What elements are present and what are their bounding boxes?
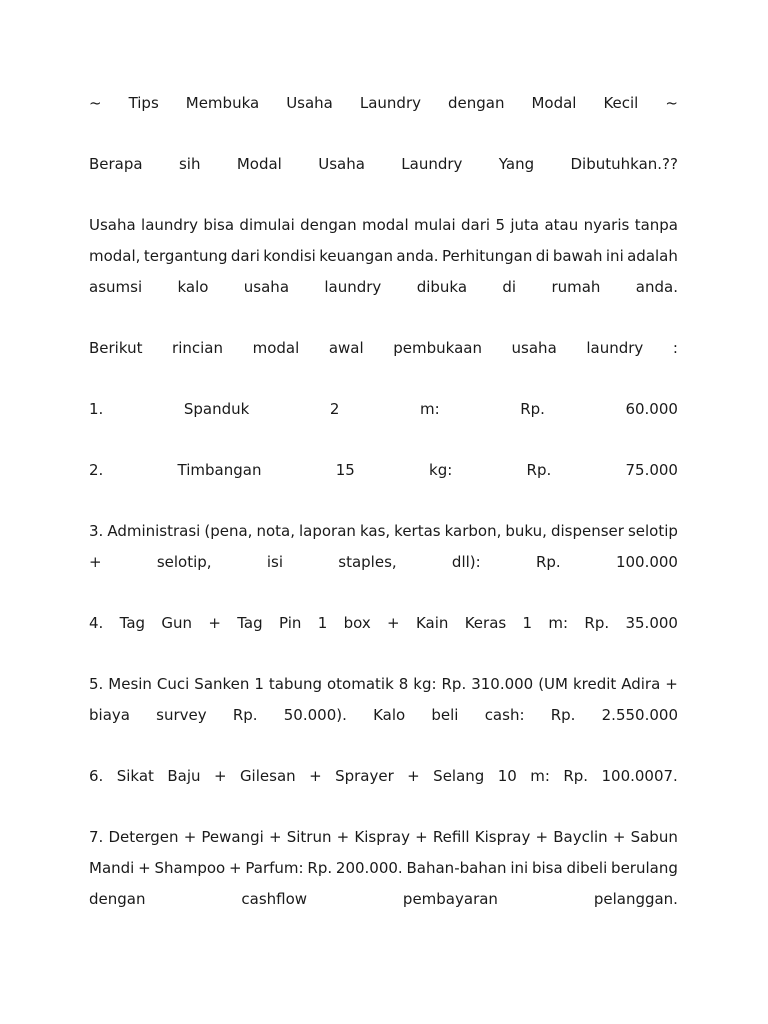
word: + [208, 614, 221, 632]
word: 5 [495, 216, 505, 234]
word: 1. [89, 400, 104, 418]
list-item-1-line [89, 394, 678, 425]
word: + [229, 859, 242, 877]
word: 5. [89, 675, 104, 693]
intro-paragraph [89, 210, 678, 303]
list-item-2-line [89, 455, 678, 486]
word: ini [510, 859, 529, 877]
word: + [415, 828, 428, 846]
list-item-5 [89, 669, 678, 731]
word: dengan [300, 216, 357, 234]
word: dimulai [239, 216, 295, 234]
word: keuangan [319, 247, 393, 265]
word: 4. [89, 614, 104, 632]
word: di [535, 247, 550, 265]
word: Refill [432, 828, 470, 846]
word: Usaha [286, 94, 333, 112]
word: laundry [141, 216, 198, 234]
word: 7. [89, 828, 104, 846]
word: Dibutuhkan.?? [570, 155, 678, 173]
word: asumsi [89, 278, 143, 296]
word: + [309, 767, 322, 785]
list-item-7-line [89, 853, 678, 884]
word: ini [605, 247, 624, 265]
word: bisa [203, 216, 235, 234]
word: pelanggan. [593, 890, 678, 908]
word: Yang [498, 155, 535, 173]
word: 100.000 [615, 553, 678, 571]
word: + [407, 767, 420, 785]
word: 2 [329, 400, 340, 418]
word: 15 [335, 461, 355, 479]
word: Detergen [108, 828, 179, 846]
word: berulang [611, 859, 678, 877]
word: laporan [299, 522, 356, 540]
word: survey [156, 706, 207, 724]
word: 8 [398, 675, 409, 693]
word: dari [461, 216, 491, 234]
word: Kispray [474, 828, 531, 846]
word: cashflow [241, 890, 308, 908]
word: Usaha [89, 216, 136, 234]
word: Pewangi [201, 828, 264, 846]
list-item-7-line [89, 822, 678, 853]
word: m: [419, 400, 440, 418]
word: : [672, 339, 678, 357]
word: 3. [89, 522, 104, 540]
list-item-4-line [89, 608, 678, 639]
word: Laundry [401, 155, 463, 173]
word: usaha [243, 278, 290, 296]
word: nota, [256, 522, 295, 540]
word: laundry [586, 339, 644, 357]
word: Sikat [116, 767, 154, 785]
word: (UM [538, 675, 568, 693]
word: Shampoo [154, 859, 226, 877]
word: dengan [89, 890, 146, 908]
word: tanpa [634, 216, 678, 234]
word: Mesin [108, 675, 152, 693]
word: staples, [338, 553, 397, 571]
word: 10 [497, 767, 517, 785]
word: 100.0007. [601, 767, 678, 785]
word: rincian [172, 339, 224, 357]
word: + [387, 614, 400, 632]
word: Rp. [526, 461, 552, 479]
word: kondisi [263, 247, 316, 265]
word: Sanken [194, 675, 250, 693]
word: Sitrun [286, 828, 332, 846]
list-item-5-line [89, 669, 678, 700]
word: laundry [324, 278, 382, 296]
word: ~ [89, 94, 102, 112]
word: kertas [394, 522, 441, 540]
list-item-3 [89, 516, 678, 578]
word: biaya [89, 706, 130, 724]
word: 50.000). [283, 706, 347, 724]
word: + [89, 553, 102, 571]
word: Tips [128, 94, 159, 112]
word: Sabun [630, 828, 678, 846]
list-intro-line [89, 333, 678, 364]
list-item-6-line [89, 761, 678, 792]
word: anda. [396, 247, 439, 265]
word: nyaris [583, 216, 630, 234]
word: 75.000 [625, 461, 678, 479]
word: Kispray [354, 828, 410, 846]
word: + [612, 828, 626, 846]
word: ~ [665, 94, 678, 112]
word: + [665, 675, 678, 693]
word: 2.550.000 [601, 706, 678, 724]
list-item-7 [89, 822, 678, 915]
word: Baju [167, 767, 201, 785]
heading [89, 149, 678, 180]
word: usaha [511, 339, 557, 357]
word: Berapa [89, 155, 143, 173]
word: rumah [551, 278, 601, 296]
word: Gun [161, 614, 193, 632]
word: Modal [236, 155, 282, 173]
word: Bayclin [553, 828, 608, 846]
word: Kain [415, 614, 449, 632]
word: Rp. [307, 859, 333, 877]
word: Mandi [89, 859, 135, 877]
word: beli [431, 706, 459, 724]
word: Keras [464, 614, 507, 632]
document-body [89, 88, 678, 945]
word: m: [548, 614, 569, 632]
word: selotip [627, 522, 678, 540]
word: Rp. [550, 706, 576, 724]
word: modal [361, 216, 409, 234]
word: Timbangan [177, 461, 262, 479]
list-item-3-line [89, 547, 678, 578]
word: karbon, [444, 522, 502, 540]
intro-paragraph-line [89, 210, 678, 241]
word: Adira [621, 675, 661, 693]
word: + [336, 828, 350, 846]
word: selotip, [156, 553, 212, 571]
word: Kalo [373, 706, 406, 724]
word: Cuci [156, 675, 190, 693]
word: Spanduk [183, 400, 250, 418]
word: Usaha [318, 155, 365, 173]
word: Bahan-bahan [406, 859, 507, 877]
word: tergantung [143, 247, 228, 265]
word: awal [328, 339, 364, 357]
word: kredit [572, 675, 617, 693]
list-item-2 [89, 455, 678, 486]
word: + [183, 828, 197, 846]
word: kg: [429, 461, 453, 479]
word: Administrasi [107, 522, 201, 540]
word: mulai [414, 216, 456, 234]
list-item-7-line [89, 884, 678, 915]
word: m: [530, 767, 550, 785]
word: dari [230, 247, 260, 265]
word: Membuka [185, 94, 260, 112]
word: 35.000 [625, 614, 678, 632]
word: (pena, [204, 522, 253, 540]
word: Rp. [535, 553, 561, 571]
title [89, 88, 678, 119]
word: sih [178, 155, 201, 173]
word: Rp. [520, 400, 545, 418]
word: Pin [278, 614, 302, 632]
word: dibeli [566, 859, 608, 877]
word: 1 [254, 675, 264, 693]
word: dll): [451, 553, 481, 571]
word: kg: [413, 675, 437, 693]
word: kas, [359, 522, 391, 540]
word: Tag [119, 614, 146, 632]
word: bisa [531, 859, 563, 877]
word: + [268, 828, 282, 846]
word: Tag [237, 614, 263, 632]
word: otomatik [327, 675, 394, 693]
word: 2. [89, 461, 104, 479]
word: modal [252, 339, 300, 357]
word: Rp. [584, 614, 610, 632]
word: pembayaran [402, 890, 498, 908]
word: di [502, 278, 517, 296]
list-item-1 [89, 394, 678, 425]
word: anda. [635, 278, 678, 296]
word: Selang [433, 767, 485, 785]
word: + [535, 828, 549, 846]
word: Gilesan [239, 767, 296, 785]
word: Kecil [603, 94, 639, 112]
word: + [138, 859, 151, 877]
word: pembukaan [393, 339, 482, 357]
list-item-3-line [89, 516, 678, 547]
word: 60.000 [625, 400, 678, 418]
word: buku, [505, 522, 547, 540]
word: 1 [522, 614, 533, 632]
word: cash: [484, 706, 525, 724]
word: adalah [627, 247, 678, 265]
word: 1 [317, 614, 328, 632]
word: dispenser [550, 522, 624, 540]
list-item-6 [89, 761, 678, 792]
word: dengan [447, 94, 505, 112]
list-item-5-line [89, 700, 678, 731]
word: juta [510, 216, 540, 234]
list-intro [89, 333, 678, 364]
word: Sprayer [335, 767, 394, 785]
word: isi [266, 553, 283, 571]
title-line [89, 88, 678, 119]
word: bawah [552, 247, 603, 265]
word: 200.000. [335, 859, 403, 877]
word: Berikut [89, 339, 143, 357]
list-item-4 [89, 608, 678, 639]
word: Perhitungan [441, 247, 533, 265]
word: tabung [268, 675, 323, 693]
word: 310.000 [471, 675, 534, 693]
word: dibuka [416, 278, 468, 296]
word: kalo [177, 278, 209, 296]
intro-paragraph-line [89, 272, 678, 303]
word: Parfum: [245, 859, 304, 877]
word: + [213, 767, 227, 785]
word: Rp. [441, 675, 467, 693]
word: Rp. [232, 706, 258, 724]
word: box [343, 614, 371, 632]
heading-line [89, 149, 678, 180]
word: atau [544, 216, 579, 234]
word: modal, [89, 247, 141, 265]
word: Modal [531, 94, 577, 112]
intro-paragraph-line [89, 241, 678, 272]
word: Rp. [563, 767, 589, 785]
word: Laundry [359, 94, 421, 112]
word: 6. [89, 767, 104, 785]
